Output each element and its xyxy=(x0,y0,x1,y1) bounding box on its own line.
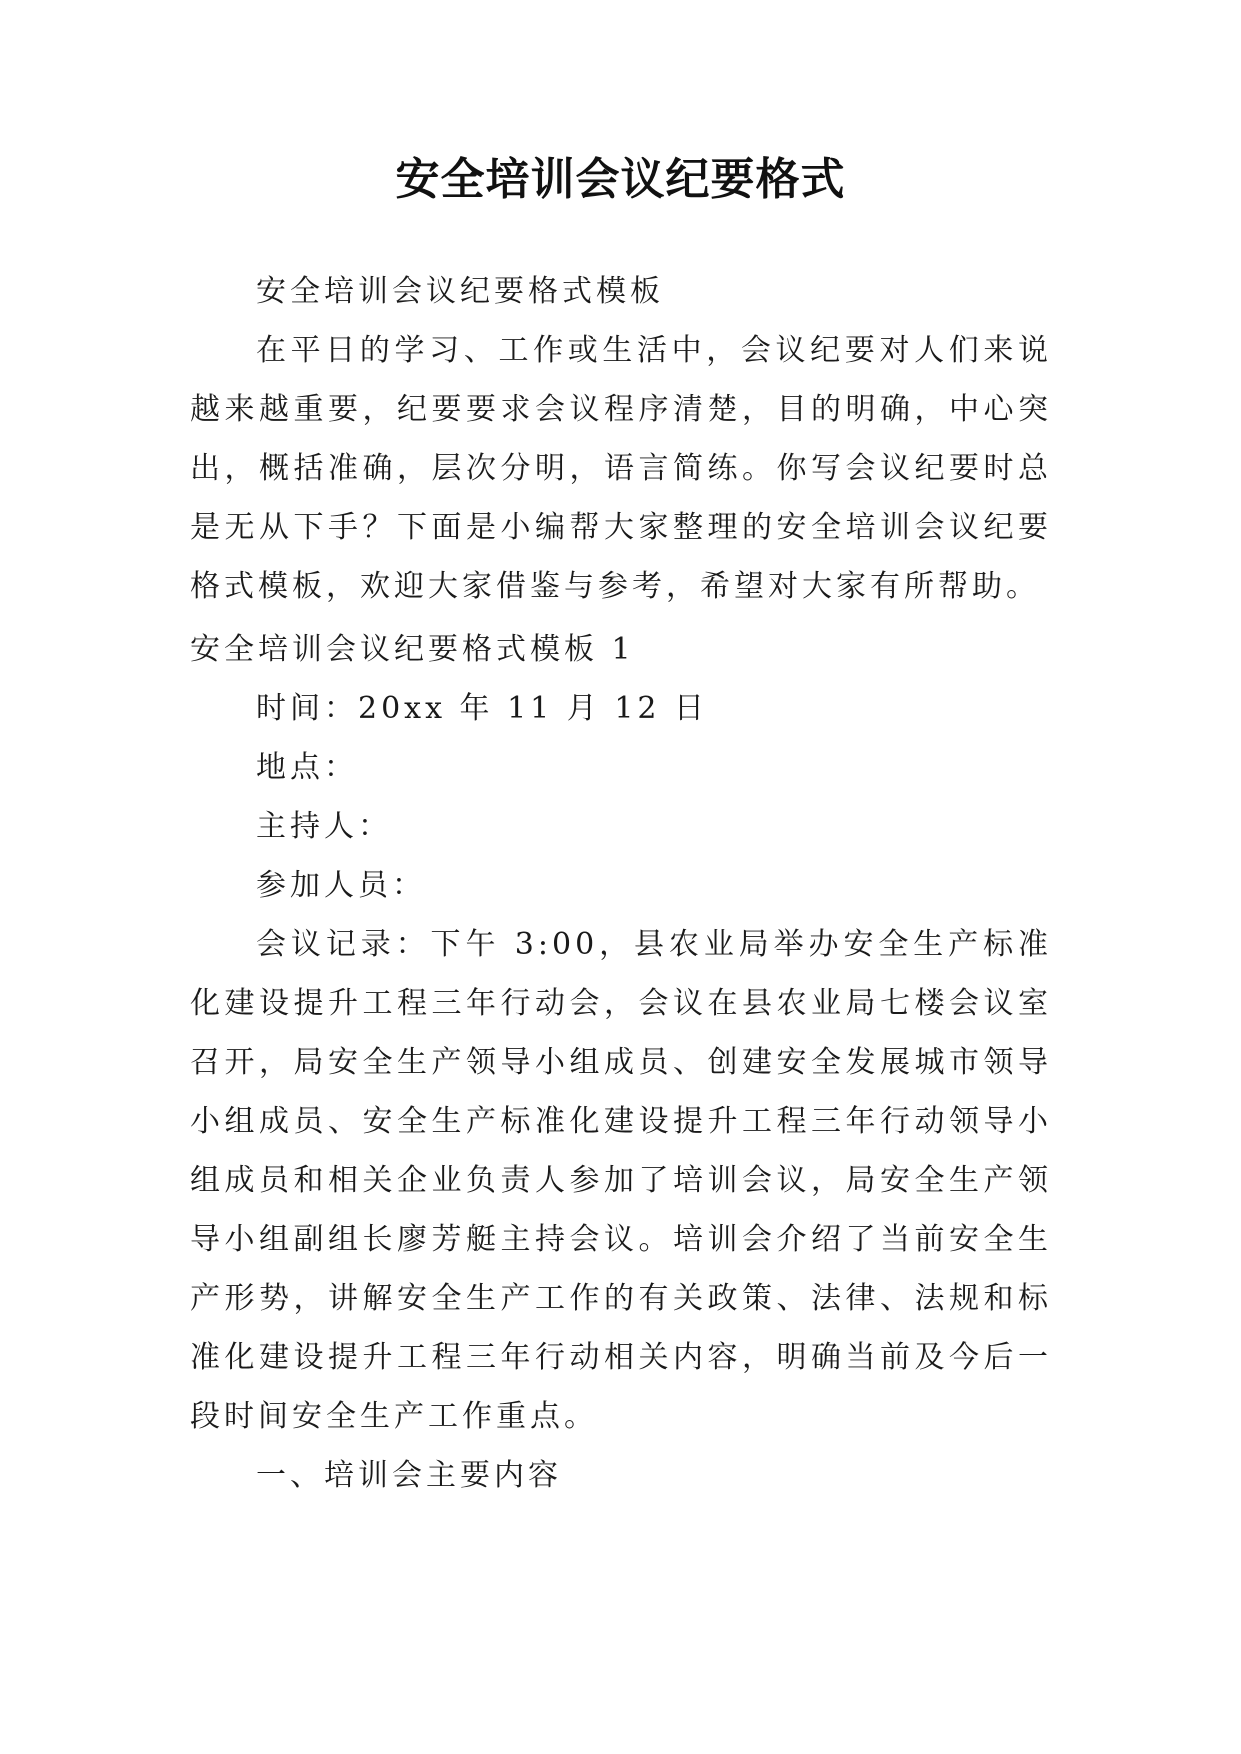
meeting-attendees: 参加人员： xyxy=(256,868,426,903)
template1-heading: 安全培训会议纪要格式模板 1 xyxy=(190,632,635,667)
meeting-record: 会议记录：下午 3:00，县农业局举办安全生产标准化建设提升工程三年行动会，会议在县农业局七楼会议室召开，局安全生产领导小组成员、创建安全发展城市领导小组成员、安全生产标准化建设提升工程三年行动领导小组成员和相关企业负责人参加了培训会议，局安全生产领导小组副组长廖芳艇主持会议。培训会介绍了当前安全生产形势，讲解安全生产工作的有关政策、法律、法规和标准化建设提升工程三年行动相关内容，明确当前及今后一段时间安全生产工作重点。 xyxy=(190,927,1052,1434)
intro-section xyxy=(190,262,1052,616)
meeting-time: 时间：20xx 年 11 月 12 日 xyxy=(256,691,709,726)
section-heading-1: 一、培训会主要内容 xyxy=(256,1458,562,1493)
meeting-host: 主持人： xyxy=(256,809,392,844)
intro-paragraph: 在平日的学习、工作或生活中，会议纪要对人们来说越来越重要，纪要要求会议程序清楚，目的明确，中心突出，概括准确，层次分明，语言简练。你写会议纪要时总是无从下手？下面是小编帮大家整理的安全培训会议纪要格式模板，欢迎大家借鉴与参考，希望对大家有所帮助。 xyxy=(190,333,1052,604)
document-title: 安全培训会议纪要格式 xyxy=(395,154,846,205)
meeting-location: 地点： xyxy=(256,750,358,785)
intro-subtitle: 安全培训会议纪要格式模板 xyxy=(256,274,664,309)
template1-section xyxy=(190,620,1052,1505)
